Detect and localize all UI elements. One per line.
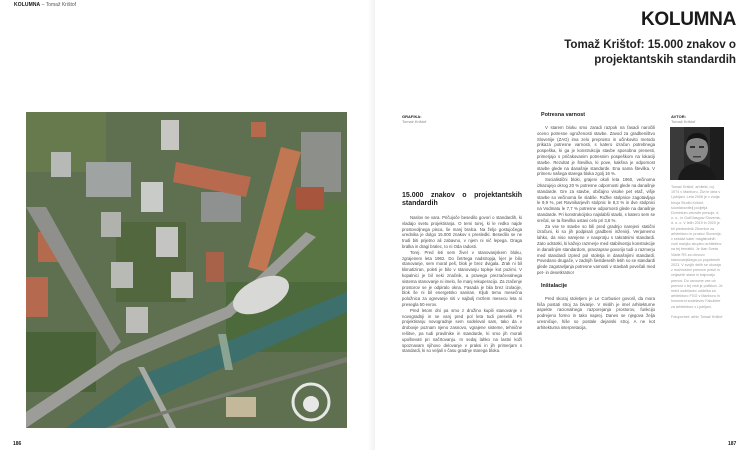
author-portrait-image bbox=[670, 127, 724, 180]
author-portrait bbox=[670, 127, 724, 180]
paragraph: Socialistični bloki, grajeni okoli leta 1960, večinoma izkazujejo okrog 20 % potresne odpornosti glede na današnje standarde. Gre za stavbe, običajno visoke pet etaž, višje stavbe so večinoma še slabše. Rožke stolpnice zagotavljajo le 9,9 %, pet Ravnikarjevih stolpnic le 8,3 % in dve stolpnici na Vodmatu le 7,7 % potresne odpornosti glede na današnje standarde. Pri konstrukcijsko najslabši stavbi, s katero sem se srečal, se ta številka ustavi celo pri 3,6 %. bbox=[537, 177, 655, 223]
author-credit-label: AVTOR: bbox=[671, 114, 686, 119]
running-head-author: Tomaž Krištof bbox=[45, 2, 77, 8]
running-head-separator: – bbox=[40, 2, 46, 8]
subheading-potresna-varnost: Potresna varnost bbox=[541, 112, 586, 118]
aerial-photo bbox=[26, 112, 347, 428]
article-column-1 bbox=[402, 192, 522, 354]
paragraph: Pred skoraj stoletjem je Le Corbusier govoril, da mora hiša postati stroj za bivanje. V mislih je imel arhitekturne aspekte racionalnega razporejanja prostorov, funkcijo podrejeno formo in tako naprej. Danes se njegova želja uresničuje, hiše so postale dejanski stroj. A ne kot arhitekturna interpretacija, bbox=[537, 295, 655, 330]
paragraph: V starem bloku smo zaradi razpok na fasadi naročili oceno potresne ogroženosti stavbe. Zavod za gradbeništvo Slovenije (ZAG) ima zelo preprosto in učinkovito metodo prikaza potresne varnosti, s katero izračun potrebnega pospeška, ki ga je konstrukcija stavbe sposobna prenesti, primerjajo s pričakovanim potresnim pospeškom na lokaciji stavbe. Rezultat je številka, ki pove, kakšna je odpornost stavbe glede na današnje standarde. Ena sama številka. V primeru našega starega bloka zgolj 16 %. bbox=[537, 125, 655, 177]
graphics-credit-name: Tomaž Krištof bbox=[402, 119, 427, 124]
photo-credit: Fotoportret: arhiv Tomaž Krištof bbox=[671, 314, 723, 319]
author-credit bbox=[671, 114, 695, 124]
author-credit-name: Tomaž Krištof bbox=[671, 119, 696, 124]
graphics-credit bbox=[402, 114, 426, 124]
article-heading: 15.000 znakov o projektantskih standardih bbox=[402, 192, 522, 207]
subheading-instalacije: Inštalacije bbox=[541, 282, 568, 289]
paragraph: Za vse te stavbe so bili pred gradnjo narejeni statični izračuni, ki so jih podpisali gradbeni inženirji. Verjamemo lahko, da niso narejene v nasprotju s takratnimi standardi. Zato odstotki, ki kažejo razmerje med stabilnostjo konstrukcije in današnjim standardom, pravzaprav govorijo tudi o razmerju med standardi izpred pol stoletja in današnjimi standardi. Povedano drugače, v zadnjih šestdesetih letih so se standardi glede zagotavljanja potresne varnosti v stavbah povečali med pet- in desetkratno! bbox=[537, 223, 655, 275]
article-column-2 bbox=[537, 112, 655, 331]
page-number-right: 187 bbox=[728, 441, 737, 447]
paragraph: Torej. Pred leti sem živel v stanovanjskem bloku, zgrajenem leta 1962. Do četrtega nadstropja, kjer je bilo stanovanje, sem moral peš, blok je brez dvigala. Zrak ni bil klimatiziran, poleti je bilo v stanovanju topleje kot pozimi. V kopalnici je bil neki značnik, a pravega prezračevalnega sistema stanovanje ni imelo, še manj rekuperacijo. Za zračenje prostorov se je odpiralo okna. Fasada je bila brez izolacije, blok še ni bil energetsko saniran. Kljub temu mesečna položnica za ogrevanje niti v najbolj mrzlem mesecu leta ni presegla 50 evrov. bbox=[402, 249, 522, 307]
author-bio-column bbox=[671, 185, 723, 320]
author-bio: Tomaž Krištof, arhitekt, roj. 1974 v Mariboru. Živi in dela v Ljubljani. Leta 2006 je v vodja biroja Studio Krištof, soustanovitelj podjetja Dominium celovite presoje, d. o. o., in GutGlasgow Slovenia, d. o. o. V letih 2019 in 2020 je bil predsednik Zbornice za arhitekturo in prostor Slovenije, v sestavi kater magistralnih vodi manjšo skupino arhitektov na tej tematiki. Je član Sveta Vlade RS za obnovo stanovanjskega po popotresih 2023. V svojih delih se ukvarja z možnostmi prenove pravil in veljavnih stavb in trajnostjo prenov. Do osnovne vse ob prenovi v tej vrsti je politikov. Je redni sodelavec oddelka za arhitekturo FGG v Mariboru in honorarni sodelavec Fakultete za arhitekturo v Ljubljani. bbox=[671, 185, 723, 309]
article-title: Tomaž Krištof: 15.000 znakov o projektantskih standardih bbox=[564, 38, 736, 66]
running-head bbox=[14, 2, 76, 8]
running-head-section: KOLUMNA bbox=[14, 2, 41, 8]
paragraph: Naslov ne vara. Pričujoče besedilo govori o standardih, ki vladajo svetu projektiranja. O temi torej, ki le redko najde prostovoljnega pisca, še manj bralca. Na željo gostujočega urednika je dolgo 15.000 znakov s presledki. Besedilo se ne trudi biti prijetno ali zabavno, v njem ni nič lepega. Draga bralka in dragi bralec, to ni Oda radosti. bbox=[402, 215, 522, 249]
section-title: KOLUMNA bbox=[641, 9, 736, 30]
aerial-photo-image bbox=[26, 112, 347, 428]
paragraph: Pred letom dni pa smo z družino kupili stanovanje v novogradnji in se vanj pred pol leta tudi preselili. Pri projektiranju novogradnje sem sodeloval sam, tako da v drobovje poznam njeno zasnovo, vgrajene sisteme, tehnične rešitve, pa tudi pravilnike in standarde, ki smo jih morali upoštevati pri načrtovanju. In sedaj lahko na lastni koži spoznavam njihovo delovanje v praksi in jih primerjam s standardi, ki so veljali v času gradnje starega bloka. bbox=[402, 307, 522, 354]
page-number-left: 186 bbox=[13, 441, 22, 447]
graphics-credit-label: GRAFIKA: bbox=[402, 114, 422, 119]
